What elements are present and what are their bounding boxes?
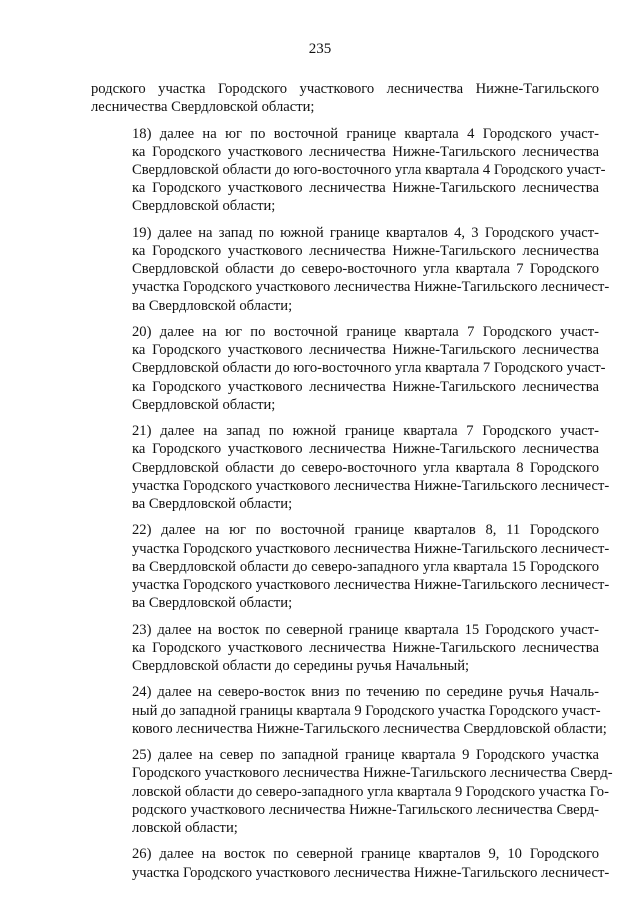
- text-line: Свердловской области до юго-восточного угла квартала 4 Городского участ-: [132, 162, 606, 178]
- text-line: ва Свердловской области;: [132, 297, 293, 314]
- text-line: участка Городского участкового лесничества Нижне-Тагильского лесничест-: [132, 477, 610, 494]
- text-line: участка Городского участкового лесничества Нижне-Тагильского лесничест-: [132, 577, 610, 594]
- text-line: ка Городского участкового лесничества Нижне-Тагильского лесничества: [132, 143, 599, 160]
- text-line: участка Городского участкового лесничества Нижне-Тагильского лесничест-: [132, 864, 610, 881]
- document-body: [91, 80, 613, 890]
- text-line: родского участкового лесничества Нижне-Тагильского лесничества Сверд-: [132, 801, 599, 818]
- paragraph: [91, 80, 599, 116]
- text-line: участка Городского участкового лесничества Нижне-Тагильского лесничест-: [132, 279, 610, 296]
- text-line: ка Городского участкового лесничества Нижне-Тагильского лесничества: [132, 342, 599, 359]
- paragraph: [91, 422, 610, 513]
- text-line: 24) далее на северо-восток вниз по течению по середине ручья Началь-: [132, 684, 599, 701]
- text-line: ка Городского участкового лесничества Нижне-Тагильского лесничества: [132, 441, 599, 458]
- text-line: 23) далее на восток по северной границе квартала 15 Городского участ-: [132, 621, 599, 638]
- text-line: ка Городского участкового лесничества Нижне-Тагильского лесничества: [132, 378, 599, 395]
- text-line: Свердловской области до северо-восточного угла квартала 7 Городского: [132, 261, 599, 278]
- text-line: Свердловской области;: [132, 198, 276, 215]
- text-line: ловской области до северо-западного угла квартала 9 Городского участка Го-: [132, 783, 609, 800]
- text-line: Свердловской области до северо-восточного угла квартала 8 Городского: [132, 459, 599, 476]
- text-line: ва Свердловской области;: [132, 595, 293, 612]
- text-line: 26) далее на восток по северной границе кварталов 9, 10 Городского: [132, 846, 599, 863]
- text-line: ный до западной границы квартала 9 Городского участка Городского участ-: [132, 702, 601, 719]
- text-line: 21) далее на запад по южной границе квартала 7 Городского участ-: [132, 423, 599, 440]
- paragraph: [91, 323, 606, 414]
- text-line: кового лесничества Нижне-Тагильского лесничества Свердловской области;: [132, 720, 607, 737]
- text-line: Свердловской области;: [132, 396, 276, 413]
- text-line: ка Городского участкового лесничества Нижне-Тагильского лесничества: [132, 639, 599, 656]
- text-line: 19) далее на запад по южной границе кварталов 4, 3 Городского участ-: [132, 224, 599, 241]
- text-line: ка Городского участкового лесничества Нижне-Тагильского лесничества: [132, 243, 599, 259]
- text-line: ка Городского участкового лесничества Нижне-Тагильского лесничества: [132, 180, 599, 197]
- paragraph: [91, 845, 610, 881]
- paragraph: [91, 683, 607, 738]
- text-line: родского участка Городского участкового лесничества Нижне-Тагильского: [91, 81, 599, 97]
- text-line: лесничества Свердловской области;: [91, 99, 315, 116]
- paragraph: [91, 125, 606, 216]
- paragraph: [91, 746, 613, 837]
- text-line: Городского участкового лесничества Нижне-Тагильского лесничества Сверд-: [132, 765, 613, 782]
- text-line: ловской области;: [132, 820, 238, 837]
- text-line: ва Свердловской области;: [132, 496, 293, 513]
- text-line: 18) далее на юг по восточной границе квартала 4 Городского участ-: [132, 125, 599, 142]
- text-line: Свердловской области до юго-восточного угла квартала 7 Городского участ-: [132, 360, 606, 377]
- text-line: 22) далее на юг по восточной границе кварталов 8, 11 Городского: [132, 522, 599, 539]
- paragraph: [91, 521, 610, 612]
- text-line: 25) далее на север по западной границе квартала 9 Городского участка: [132, 747, 599, 764]
- text-line: 20) далее на юг по восточной границе квартала 7 Городского участ-: [132, 324, 599, 340]
- paragraph: [91, 621, 599, 676]
- page-number: 235: [308, 41, 332, 57]
- text-line: участка Городского участкового лесничества Нижне-Тагильского лесничест-: [132, 540, 610, 557]
- text-line: Свердловской области до середины ручья Начальный;: [132, 658, 470, 675]
- text-line: ва Свердловской области до северо-западного угла квартала 15 Городского: [132, 558, 599, 575]
- paragraph: [91, 224, 610, 315]
